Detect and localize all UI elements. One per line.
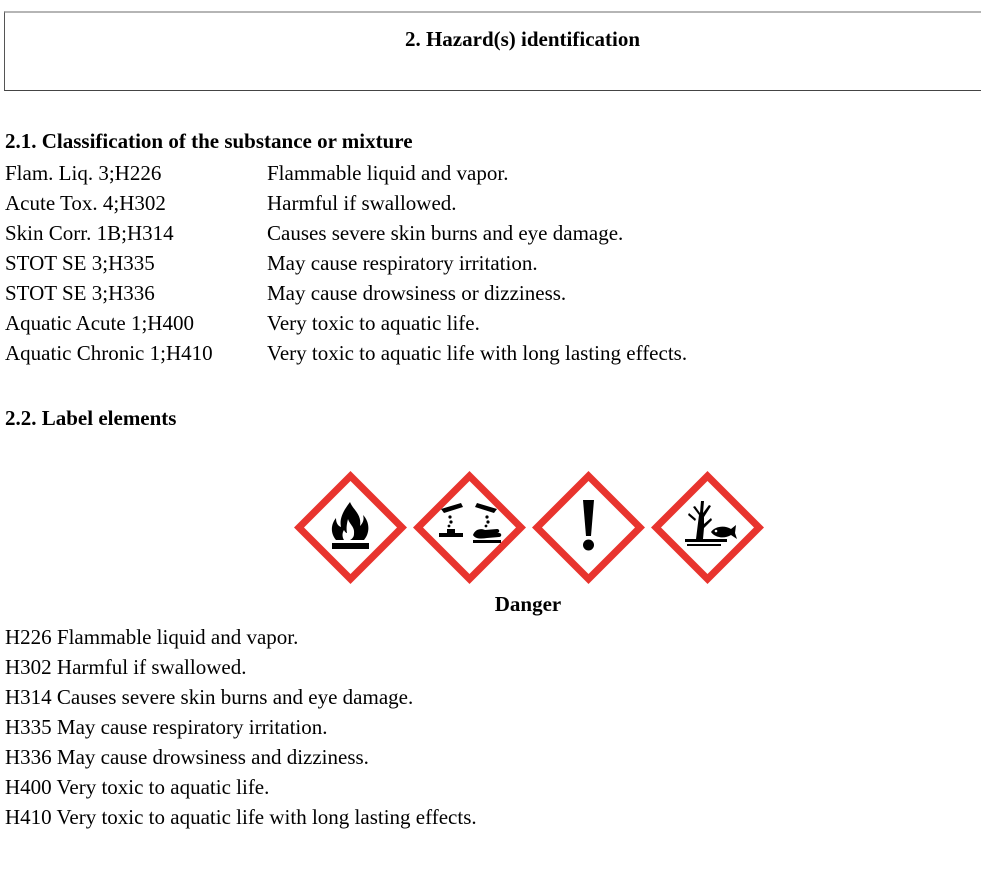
- label-elements-heading: 2.2. Label elements: [5, 406, 177, 430]
- classification-description: Very toxic to aquatic life with long lasting effects.: [267, 341, 688, 365]
- classification-heading: 2.1. Classification of the substance or mixture: [5, 129, 413, 153]
- classification-description: Causes severe skin burns and eye damage.: [267, 221, 624, 245]
- table-row: [5, 338, 687, 368]
- table-row: [5, 158, 687, 188]
- section-header-box: [4, 11, 981, 91]
- classification-code: Aquatic Acute 1;H400: [5, 311, 194, 335]
- classification-code: Flam. Liq. 3;H226: [5, 161, 162, 185]
- classification-description: Harmful if swallowed.: [267, 191, 457, 215]
- classification-code: Aquatic Chronic 1;H410: [5, 341, 213, 365]
- table-row: [5, 218, 687, 248]
- environment-icon: [649, 469, 766, 586]
- list-item: H335 May cause respiratory irritation.: [5, 715, 328, 739]
- table-row: [5, 248, 687, 278]
- classification-code: Acute Tox. 4;H302: [5, 191, 166, 215]
- list-item: H302 Harmful if swallowed.: [5, 655, 247, 679]
- list-item: H336 May cause drowsiness and dizziness.: [5, 745, 369, 769]
- table-row: [5, 188, 687, 218]
- hazard-statements-list: [5, 622, 477, 832]
- list-item: H410 Very toxic to aquatic life with long lasting effects.: [5, 805, 477, 829]
- flame-icon: [292, 469, 409, 586]
- classification-description: May cause drowsiness or dizziness.: [267, 281, 567, 305]
- classification-table: [5, 158, 687, 368]
- classification-code: STOT SE 3;H335: [5, 251, 155, 275]
- list-item: H400 Very toxic to aquatic life.: [5, 775, 270, 799]
- list-item: H226 Flammable liquid and vapor.: [5, 625, 299, 649]
- list-item: H314 Causes severe skin burns and eye damage.: [5, 685, 414, 709]
- classification-code: Skin Corr. 1B;H314: [5, 221, 174, 245]
- ghs-pictograms: [292, 469, 766, 586]
- classification-description: Flammable liquid and vapor.: [267, 161, 509, 185]
- signal-word: Danger: [494, 592, 562, 616]
- classification-description: May cause respiratory irritation.: [267, 251, 538, 275]
- classification-code: STOT SE 3;H336: [5, 281, 155, 305]
- corrosion-icon: [411, 469, 528, 586]
- section-title: 2. Hazard(s) identification: [404, 27, 641, 51]
- classification-description: Very toxic to aquatic life.: [267, 311, 480, 335]
- table-row: [5, 308, 687, 338]
- table-row: [5, 278, 687, 308]
- exclamation-mark-icon: [530, 469, 647, 586]
